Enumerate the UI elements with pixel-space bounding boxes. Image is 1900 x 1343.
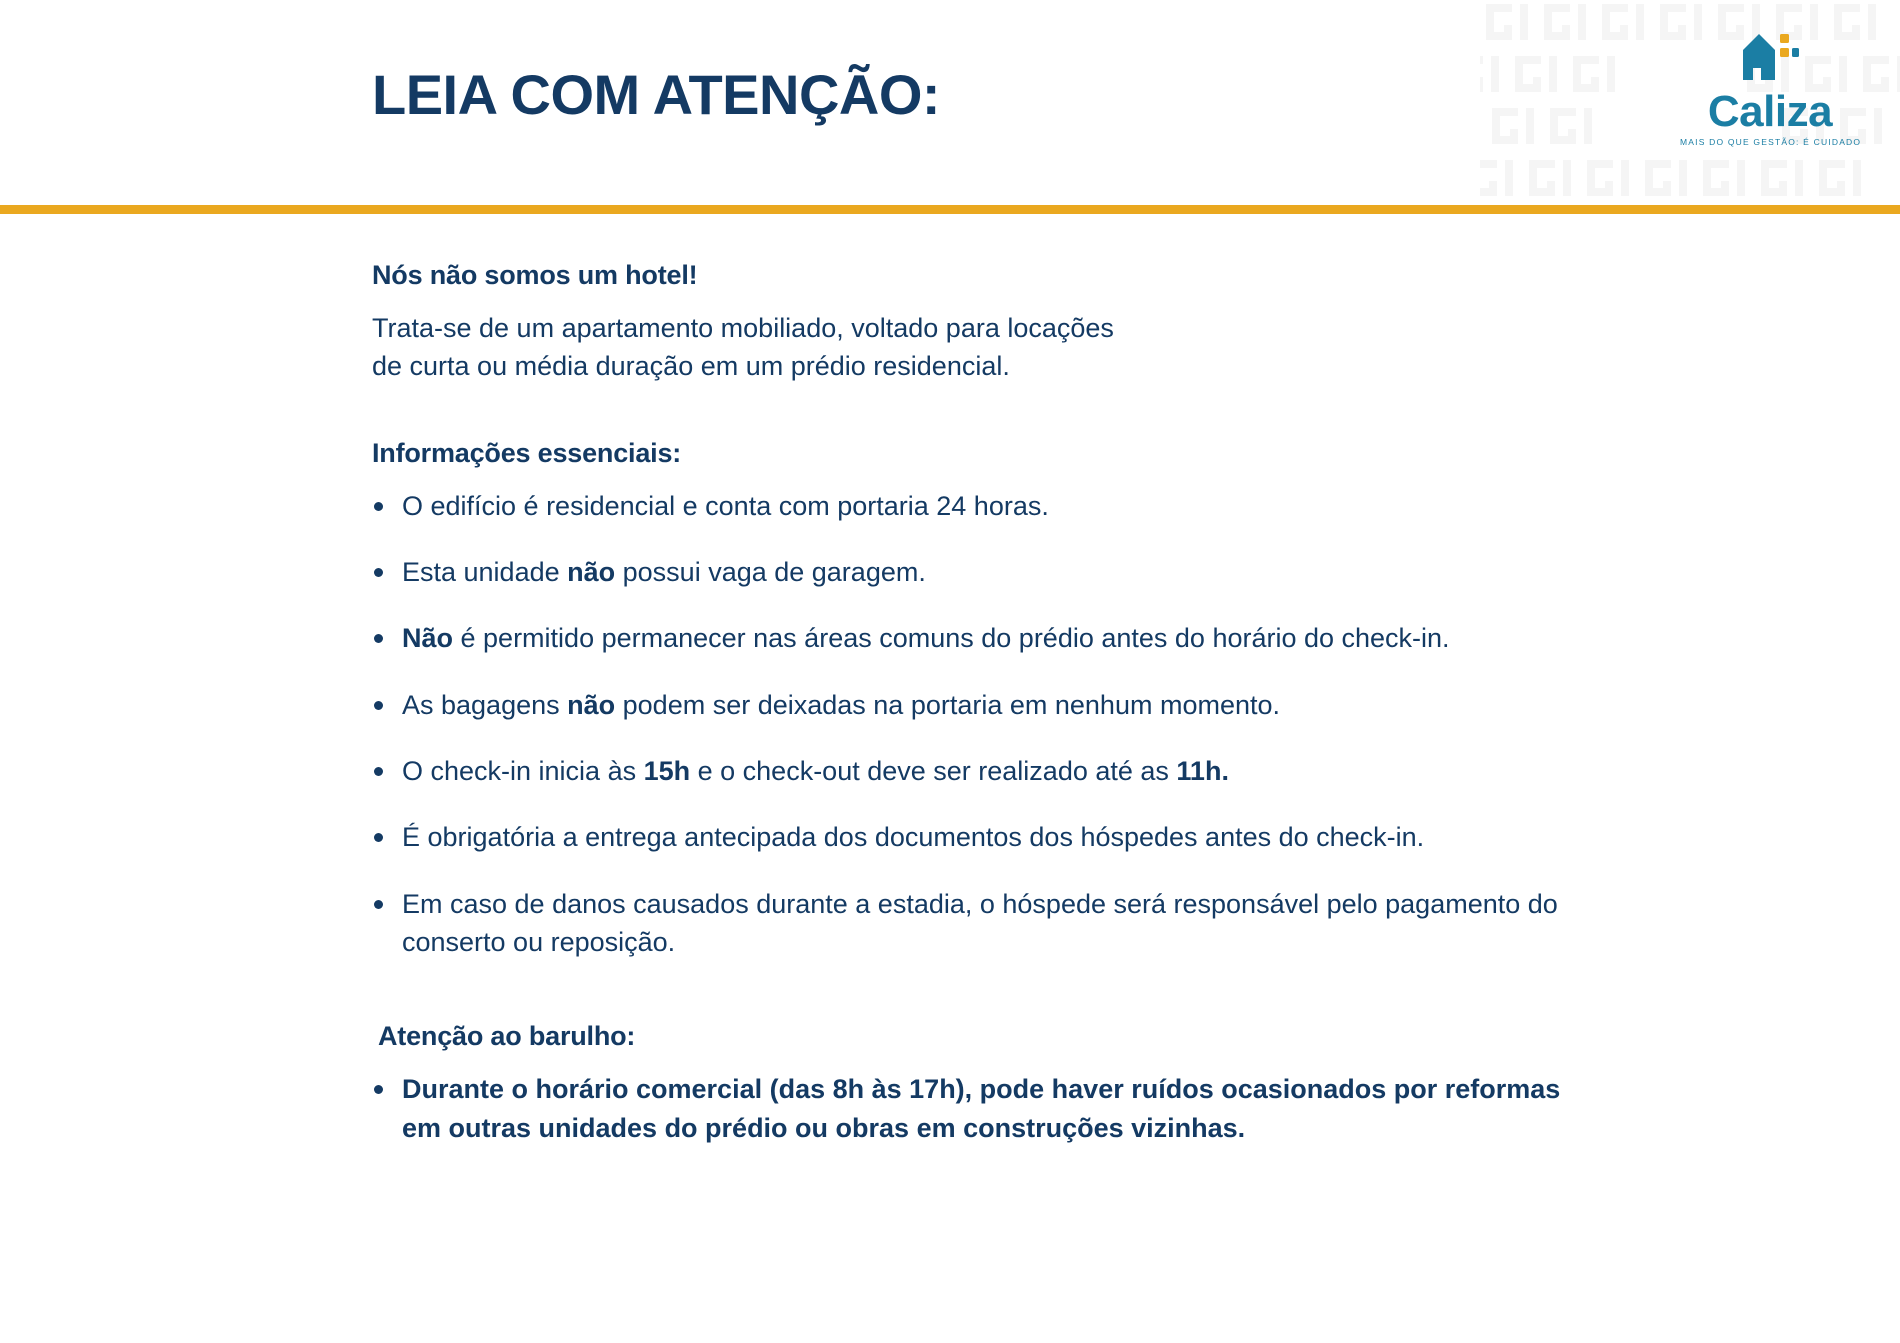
list-item: [372, 686, 1602, 724]
emphasis-text: não: [567, 556, 616, 587]
list-item: [372, 553, 1602, 591]
section-noise: [0, 1021, 1900, 1147]
list-item-text: podem ser deixadas na portaria em nenhum momento.: [615, 689, 1281, 720]
list-item: [372, 752, 1602, 790]
noise-heading: Atenção ao barulho:: [378, 1021, 636, 1052]
list-item-text: As bagagens: [402, 689, 568, 720]
essential-list: [0, 487, 1900, 962]
intro-paragraph-line2: de curta ou média duração em um prédio residencial.: [372, 351, 1010, 382]
section-essential-info: [0, 438, 1900, 962]
emphasis-text: 15h: [643, 755, 691, 786]
intro-heading: Nós não somos um hotel!: [372, 260, 698, 290]
intro-paragraph: [372, 309, 1492, 386]
list-item-text: O check-in inicia às: [402, 755, 644, 786]
emphasis-text: não: [567, 689, 616, 720]
brand-logo: [1680, 28, 1860, 147]
list-item-text: Em caso de danos causados durante a estadia, o hóspede será responsável pelo pagamento do conserto ou reposição.: [402, 888, 1558, 957]
logo-tagline: MAIS DO QUE GESTÃO: É CUIDADO: [1680, 137, 1862, 147]
list-item-text: é permitido permanecer nas áreas comuns do prédio antes do horário do check-in.: [453, 623, 1450, 654]
logo-wordmark: Caliza: [1707, 87, 1833, 136]
logo-area: [1480, 0, 1900, 205]
list-item-text: É obrigatória a entrega antecipada dos documentos dos hóspedes antes do check-in.: [402, 822, 1425, 853]
list-item: [372, 1070, 1602, 1147]
list-item: [372, 818, 1602, 856]
list-item-text: possui vaga de garagem.: [615, 556, 926, 587]
list-item-text: Esta unidade: [402, 556, 568, 587]
emphasis-text: Não: [402, 623, 454, 654]
page-title: LEIA COM ATENÇÃO:: [372, 63, 941, 126]
caliza-house-icon: [1739, 28, 1801, 86]
section-intro: [0, 260, 1900, 386]
essential-heading: Informações essenciais:: [372, 437, 682, 468]
noise-list: [0, 1070, 1900, 1147]
list-item: [372, 619, 1602, 657]
emphasis-text: Durante o horário comercial (das 8h às 17h), pode haver ruídos ocasionados por reformas em outras unidades do prédio ou obras em construções vizinhas.: [402, 1074, 1561, 1143]
document-header: [0, 0, 1900, 212]
intro-paragraph-line1: Trata-se de um apartamento mobiliado, voltado para locações: [372, 313, 1114, 343]
list-item: [372, 487, 1602, 525]
list-item-text: O edifício é residencial e conta com portaria 24 horas.: [402, 490, 1049, 521]
list-item: [372, 885, 1602, 962]
document-body: [0, 212, 1900, 1147]
list-item-text: e o check-out deve ser realizado até as: [690, 755, 1177, 786]
emphasis-text: 11h.: [1176, 755, 1229, 786]
